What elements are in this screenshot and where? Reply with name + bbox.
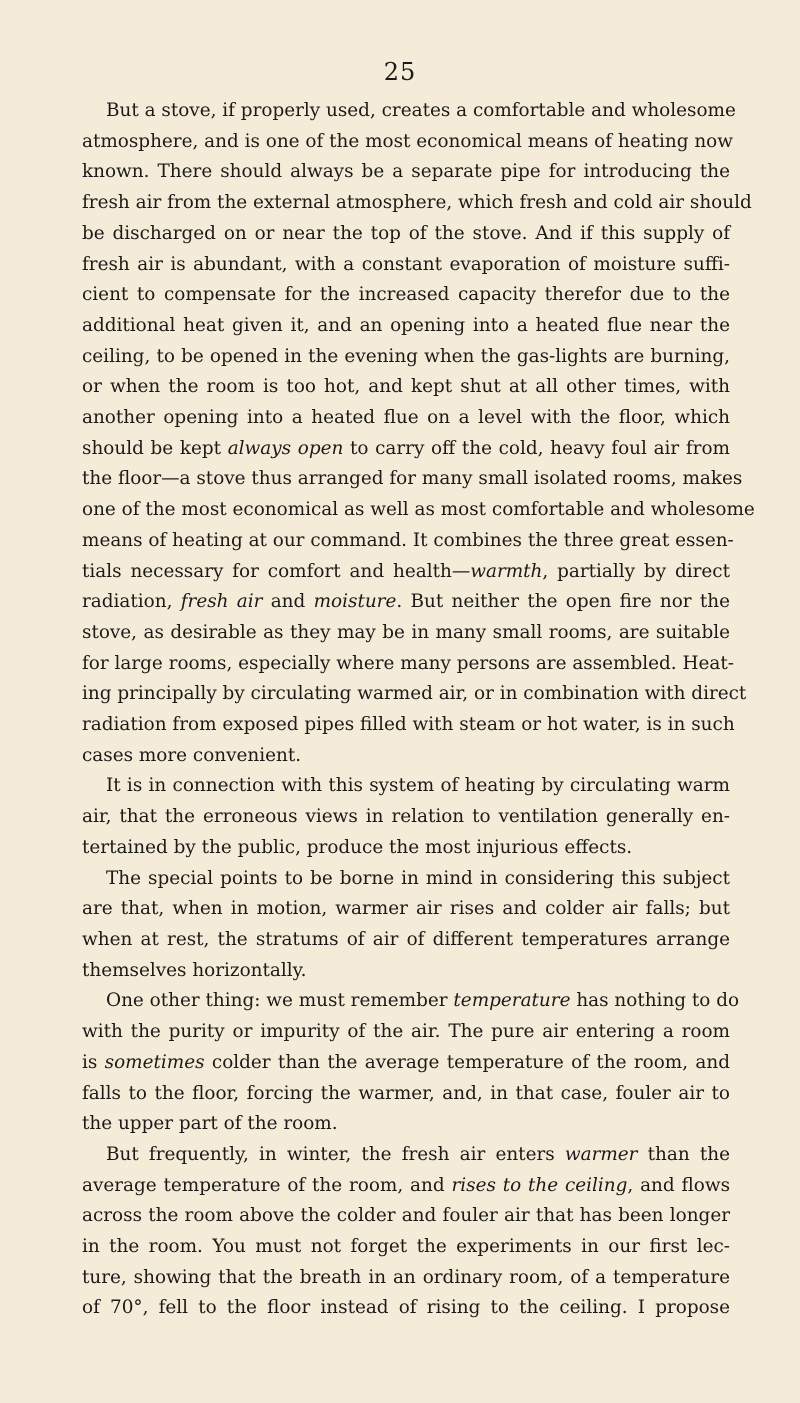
text-line: should be kept always open to carry off the cold, heavy foul air from — [82, 437, 730, 459]
paragraph — [82, 986, 740, 1140]
text-line: stove, as desirable as they may be in many small rooms, are suitable — [82, 621, 730, 643]
text-line: is sometimes colder than the average temperature of the room, and — [82, 1051, 730, 1073]
text-line: fresh air is abundant, with a constant evaporation of moisture suffi- — [82, 253, 730, 275]
emphasis: warmer — [564, 1143, 638, 1165]
text-line: another opening into a heated flue on a level with the floor, which — [82, 407, 730, 429]
page-number: 25 — [383, 58, 417, 86]
text-line: The special points to be borne in mind in considering this subject — [106, 867, 730, 889]
text-line: ing principally by circulating warmed air, or in combination with direct — [82, 683, 747, 705]
emphasis: moisture — [313, 591, 397, 613]
text-line: of 70°, fell to the floor instead of rising to the ceiling. I propose — [82, 1297, 730, 1319]
text-line: tertained by the public, produce the most injurious effects. — [82, 836, 633, 858]
text-line: air, that the erroneous views in relation to ventilation generally en- — [82, 806, 730, 828]
text-line: One other thing: we must remember temperature has nothing to do — [106, 990, 740, 1012]
text-line: themselves horizontally. — [82, 959, 307, 981]
text-line: average temperature of the room, and rises to the ceiling, and flows — [82, 1174, 731, 1196]
text-line: falls to the floor, forcing the warmer, and, in that case, fouler air to — [82, 1082, 730, 1104]
text-line: means of heating at our command. It combines the three great essen- — [82, 529, 734, 551]
text-line: radiation from exposed pipes filled with steam or hot water, is in such — [82, 714, 735, 736]
text-line: ture, showing that the breath in an ordinary room, of a temperature — [82, 1266, 730, 1288]
text-line: tials necessary for comfort and health—warmth, partially by direct — [82, 560, 731, 582]
text-line: for large rooms, especially where many persons are assembled. Heat- — [82, 652, 734, 674]
text-line: with the purity or impurity of the air. The pure air entering a room — [82, 1021, 730, 1043]
body-text — [82, 96, 755, 1324]
text-line: But frequently, in winter, the fresh air enters warmer than the — [106, 1143, 730, 1165]
paragraph — [82, 864, 730, 987]
paragraph — [82, 1140, 730, 1324]
paragraph — [82, 96, 755, 771]
text-line: ceiling, to be opened in the evening when the gas-lights are burning, — [82, 345, 730, 367]
emphasis: always open — [227, 437, 344, 459]
text-line: known. There should always be a separate pipe for introducing the — [82, 161, 730, 183]
text-line: cient to compensate for the increased capacity therefor due to the — [82, 284, 730, 306]
text-line: It is in connection with this system of heating by circulating warm — [106, 775, 730, 797]
emphasis: fresh air — [180, 591, 263, 613]
text-line: in the room. You must not forget the experiments in our first lec- — [82, 1236, 730, 1258]
text-line: But a stove, if properly used, creates a comfortable and wholesome — [106, 100, 736, 121]
text-line: be discharged on or near the top of the stove. And if this supply of — [82, 222, 730, 244]
paragraph — [82, 771, 730, 863]
text-line: are that, when in motion, warmer air rises and colder air falls; but — [82, 898, 730, 920]
text-line: the upper part of the room. — [82, 1113, 338, 1135]
emphasis: rises to the ceiling — [451, 1174, 628, 1196]
text-line: radiation, fresh air and moisture. But neither the open fire nor the — [82, 591, 731, 613]
text-line: the floor—a stove thus arranged for many small isolated rooms, makes — [82, 468, 743, 490]
text-line: cases more convenient. — [82, 744, 302, 766]
text-line: atmosphere, and is one of the most economical means of heating now — [82, 130, 733, 152]
text-line: additional heat given it, and an opening into a heated flue near the — [82, 314, 730, 336]
text-line: one of the most economical as well as most comfortable and wholesome — [82, 499, 755, 521]
text-line: fresh air from the external atmosphere, which fresh and cold air should — [82, 192, 752, 214]
text-line: when at rest, the stratums of air of different temperatures arrange — [82, 928, 730, 950]
emphasis: warmth — [470, 560, 543, 582]
emphasis: sometimes — [104, 1051, 205, 1073]
text-line: across the room above the colder and fouler air that has been longer — [82, 1205, 730, 1227]
emphasis: temperature — [453, 990, 571, 1012]
text-line: or when the room is too hot, and kept shut at all other times, with — [82, 376, 730, 398]
